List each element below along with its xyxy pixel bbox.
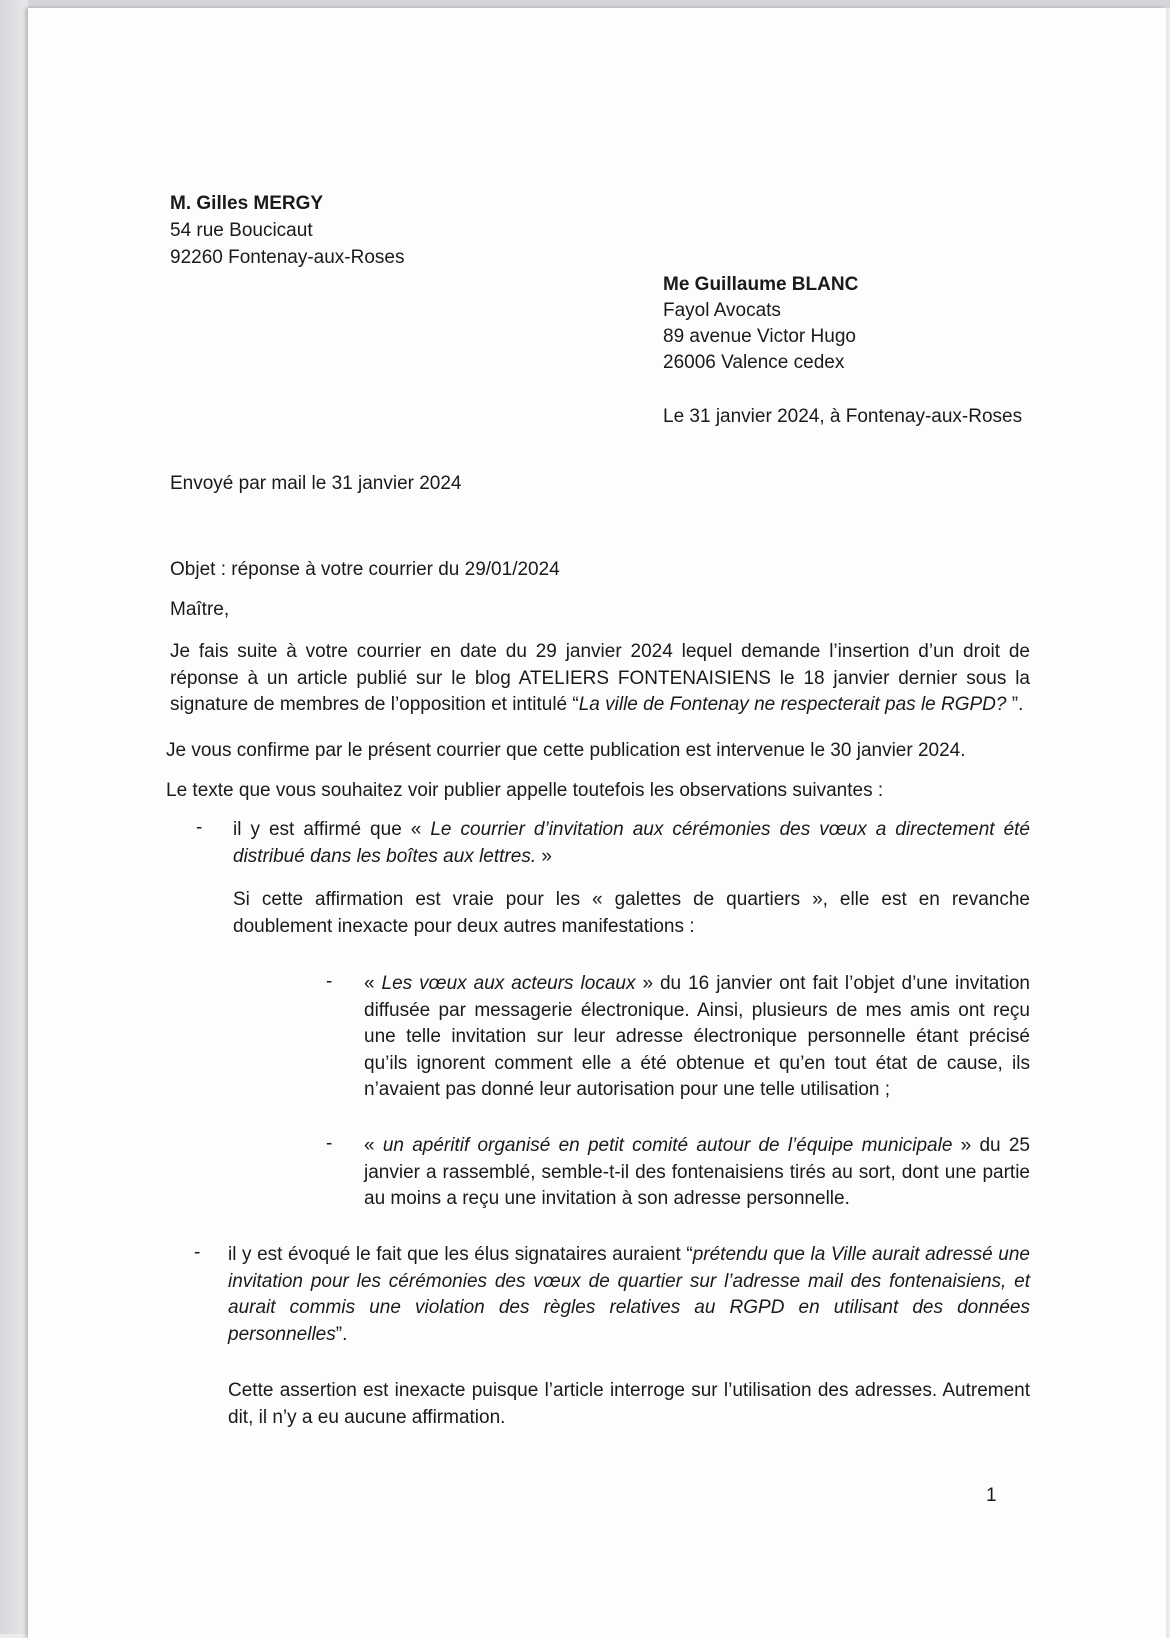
bullet-claim-pretendu: [228, 1242, 1030, 1348]
recipient-city: 26006 Valence cedex: [663, 352, 845, 373]
sender-name: M. Gilles MERGY: [170, 193, 324, 214]
sub-bullet-voeux-text: » du 16 janvier ont fait l’objet d’une invitation diffusée par messagerie électronique. Ainsi, plusieurs de mes amis ont reçu une telle invitation sur leur adresse électronique personnelle étant précisé qu’ils ignorent comment elle a été obtenue et qu’en tout état de cause, ils n’avaient pas donné leur autorisation pour une telle utilisation ;: [364, 973, 1030, 1100]
sender-city: 92260 Fontenay-aux-Roses: [170, 247, 405, 268]
recipient-street: 89 avenue Victor Hugo: [663, 326, 856, 347]
sub-bullet-dash: -: [326, 1133, 333, 1154]
letter-page: [28, 8, 1166, 1638]
subject-line: Objet : réponse à votre courrier du 29/01/2024: [170, 559, 560, 580]
paragraph-confirmation: Je vous confirme par le présent courrier que cette publication est intervenue le 30 janvier 2024.: [166, 740, 966, 761]
bullet-claim-pretendu-followup: Cette assertion est inexacte puisque l’article interroge sur l’utilisation des adresses. Autrement dit, il n’y a eu aucune affirmation.: [228, 1380, 1030, 1428]
article-title: La ville de Fontenay ne respecterait pas le RGPD?: [578, 694, 1012, 715]
sub-bullet-aperitif-title: un apéritif organisé en petit comité autour de l’équipe municipale: [382, 1135, 953, 1156]
bullet-claim-letters-end: »: [536, 845, 552, 867]
sub-bullet-aperitif: [364, 1133, 1030, 1213]
sub-bullet-voeux-acteurs: [364, 971, 1030, 1104]
sub-bullet-voeux-open: «: [364, 973, 382, 994]
paragraph-intro-text: Je fais suite à votre courrier en date du 29 janvier 2024 lequel demande l’insertion d’un droit de réponse à un article publié sur le blog ATELIERS FONTENAISIENS le 18 janvier dernier sous la signature de membres de l’opposition et intitulé “: [170, 641, 1030, 715]
bullet-claim-pretendu-quote: prétendu que la Ville aurait adressé une invitation pour les cérémonies des vœux de quartier sur l’adresse mail des fontenaisiens, et aurait commis une violation des règles relatives au RGPD en utilisant des données personnelles: [228, 1244, 1030, 1345]
sent-by-line: Envoyé par mail le 31 janvier 2024: [170, 473, 462, 494]
bullet-dash: -: [196, 817, 203, 838]
scan-border-left: [0, 0, 28, 1634]
recipient-name: Me Guillaume BLANC: [663, 274, 859, 295]
bullet-dash: -: [194, 1242, 201, 1263]
bullet-claim-pretendu-end: ”.: [335, 1323, 348, 1345]
sub-bullet-dash: -: [326, 971, 333, 992]
bullet-claim-pretendu-intro: il y est évoqué le fait que les élus signataires auraient “: [228, 1244, 693, 1265]
paragraph-observations: Le texte que vous souhaitez voir publier appelle toutefois les observations suivantes :: [166, 780, 884, 801]
paragraph-intro-end: ”.: [1011, 694, 1024, 715]
bullet-claim-letters-quote: Le courrier d’invitation aux cérémonies des vœux a directement été distribué dans les boîtes aux lettres.: [233, 819, 1030, 867]
bullet-claim-letters: [233, 817, 1030, 870]
scan-border-top: [0, 0, 1170, 8]
recipient-firm: Fayol Avocats: [663, 300, 781, 321]
bullet-claim-letters-followup: Si cette affirmation est vraie pour les « galettes de quartiers », elle est en revanche doublement inexacte pour deux autres manifestations :: [233, 889, 1030, 937]
salutation: Maître,: [170, 599, 230, 620]
date-place: Le 31 janvier 2024, à Fontenay-aux-Roses: [663, 406, 1023, 427]
sender-street: 54 rue Boucicaut: [170, 220, 313, 241]
sub-bullet-aperitif-text: » du 25 janvier a rassemblé, semble-t-il des fontenaisiens tirés au sort, dont une partie au moins a reçu une invitation à son adresse personnelle.: [364, 1135, 1030, 1209]
sub-bullet-aperitif-open: «: [364, 1135, 383, 1156]
paragraph-intro: [170, 639, 1030, 719]
sub-bullet-voeux-title: Les vœux aux acteurs locaux: [381, 973, 636, 994]
page-number: 1: [986, 1485, 997, 1506]
bullet-claim-letters-intro: il y est affirmé que «: [233, 819, 431, 840]
